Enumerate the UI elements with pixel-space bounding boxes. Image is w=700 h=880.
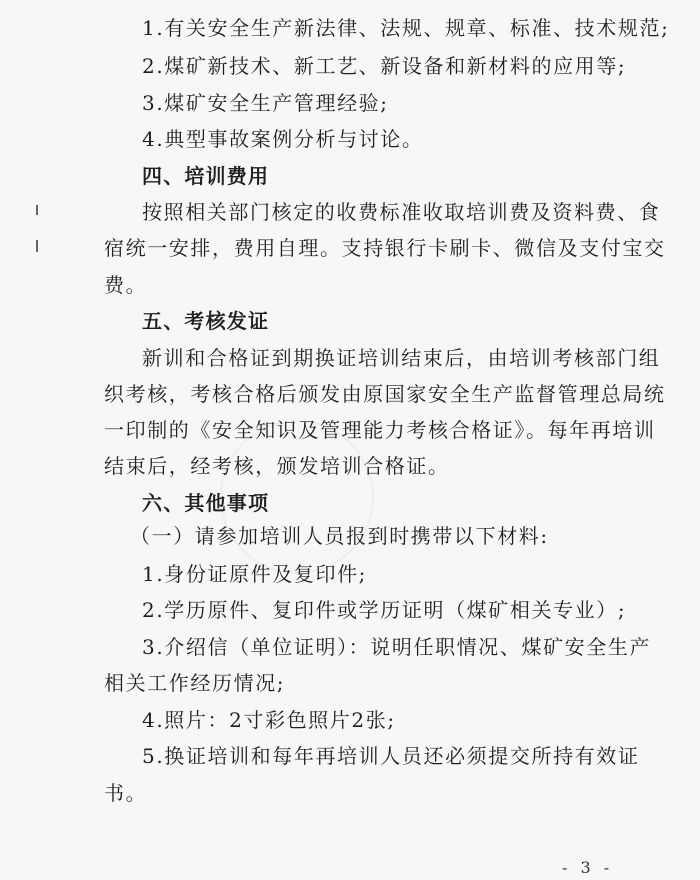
paragraph-fees-line-1: 按照相关部门核定的收费标准收取培训费及资料费、食 bbox=[142, 200, 661, 224]
paragraph-cert-line-2: 织考核，考核合格后颁发由原国家安全生产监督管理总局统 bbox=[104, 382, 666, 406]
material-item-3: 3.介绍信（单位证明）：说明任职情况、煤矿安全生产 bbox=[142, 635, 652, 659]
list-item-3: 3.煤矿安全生产管理经验; bbox=[142, 91, 389, 115]
section-heading-fees: 四、培训费用 bbox=[142, 164, 270, 188]
material-item-3-cont: 相关工作经历情况; bbox=[104, 671, 286, 695]
section-heading-certification: 五、考核发证 bbox=[142, 309, 270, 333]
paragraph-fees-line-3: 费。 bbox=[104, 273, 148, 297]
paragraph-cert-line-3: 一印制的《安全知识及管理能力考核合格证》。每年再培训 bbox=[104, 418, 656, 442]
section-heading-other: 六、其他事项 bbox=[142, 491, 270, 515]
page-number: - 3 - bbox=[562, 858, 614, 877]
list-item-1: 1.有关安全生产新法律、法规、规章、标准、技术规范; bbox=[142, 16, 670, 40]
material-item-4: 4.照片：2寸彩色照片2张; bbox=[142, 708, 396, 732]
paragraph-cert-line-1: 新训和合格证到期换证培训结束后，由培训考核部门组 bbox=[142, 346, 661, 370]
paragraph-fees-line-2: 宿统一安排，费用自理。支持银行卡刷卡、微信及支付宝交 bbox=[104, 236, 666, 260]
material-item-2: 2.学历原件、复印件或学历证明（煤矿相关专业）; bbox=[142, 598, 627, 622]
binding-mark bbox=[36, 205, 38, 215]
paragraph-cert-line-4: 结束后，经考核，颁发培训合格证。 bbox=[104, 454, 450, 478]
binding-mark bbox=[36, 240, 38, 252]
subsection-materials: （一）请参加培训人员报到时携带以下材料: bbox=[130, 524, 549, 548]
material-item-5: 5.换证培训和每年再培训人员还必须提交所持有效证 bbox=[142, 744, 640, 768]
list-item-4: 4.典型事故案例分析与讨论。 bbox=[142, 127, 424, 151]
list-item-2: 2.煤矿新技术、新工艺、新设备和新材料的应用等; bbox=[142, 54, 627, 78]
material-item-5-cont: 书。 bbox=[104, 781, 148, 805]
material-item-1: 1.身份证原件及复印件; bbox=[142, 562, 368, 586]
